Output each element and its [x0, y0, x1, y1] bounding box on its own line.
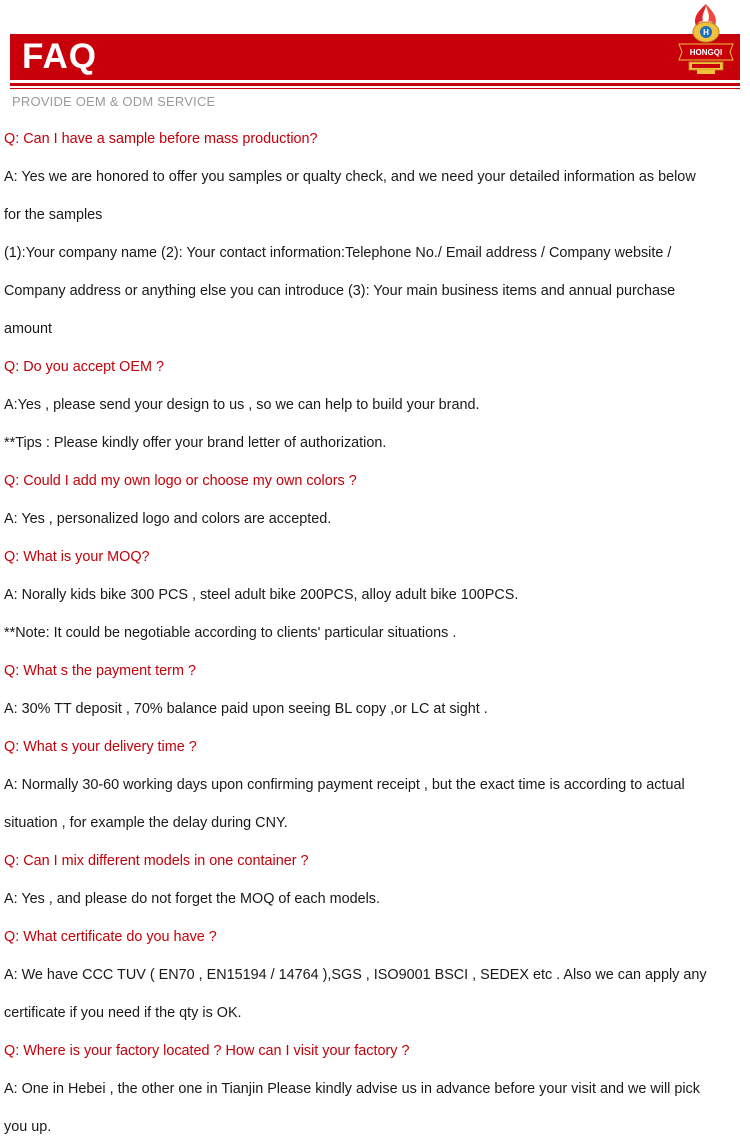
service-subtitle: PROVIDE OEM & ODM SERVICE: [12, 94, 216, 109]
faq-answer-line: A: We have CCC TUV ( EN70 , EN15194 / 14764 ),SGS , ISO9001 BSCI , SEDEX etc . Also we can apply any: [4, 967, 707, 983]
faq-answer-line: A: Yes we are honored to offer you samples or qualty check, and we need your detailed information as below: [4, 169, 696, 185]
faq-answer-line: A: Yes , and please do not forget the MOQ of each models.: [4, 891, 380, 907]
faq-answer-line: situation , for example the delay during CNY.: [4, 815, 288, 831]
svg-text:H: H: [703, 28, 709, 37]
faq-question: Q: Do you accept OEM ?: [4, 359, 164, 375]
faq-question: Q: What is your MOQ?: [4, 549, 150, 565]
page-title: FAQ: [22, 37, 97, 76]
faq-question: Q: What s the payment term ?: [4, 663, 196, 679]
faq-answer-line: A: Yes , personalized logo and colors are accepted.: [4, 511, 332, 527]
faq-answer-line: certificate if you need if the qty is OK.: [4, 1005, 242, 1021]
faq-answer-line: amount: [4, 321, 52, 337]
faq-answer-line: Company address or anything else you can introduce (3): Your main business items and annual purchase: [4, 283, 676, 299]
faq-question: Q: Can I have a sample before mass production?: [4, 131, 318, 147]
faq-answer-line: A: 30% TT deposit , 70% balance paid upon seeing BL copy ,or LC at sight .: [4, 701, 488, 717]
faq-answer-line: A:Yes , please send your design to us , so we can help to build your brand.: [4, 397, 480, 413]
faq-answer-line: **Note: It could be negotiable according to clients' particular situations .: [4, 625, 457, 641]
faq-answer-line: you up.: [4, 1119, 52, 1135]
faq-answer-line: (1):Your company name (2): Your contact information:Telephone No./ Email address / Company website /: [4, 245, 672, 261]
brand-logo: [673, 2, 739, 76]
faq-question: Q: What s your delivery time ?: [4, 739, 197, 755]
faq-question: Q: What certificate do you have ?: [4, 929, 217, 945]
faq-question: Q: Can I mix different models in one container ?: [4, 853, 309, 869]
faq-answer-line: **Tips : Please kindly offer your brand letter of authorization.: [4, 435, 387, 451]
faq-answer-line: for the samples: [4, 207, 103, 223]
faq-question: Q: Could I add my own logo or choose my own colors ?: [4, 473, 357, 489]
faq-answer-line: A: Norally kids bike 300 PCS , steel adult bike 200PCS, alloy adult bike 100PCS.: [4, 587, 519, 603]
svg-text:HONGQI: HONGQI: [689, 48, 723, 57]
faq-list: [4, 120, 746, 1146]
faq-banner: [10, 34, 740, 83]
faq-answer-line: A: One in Hebei , the other one in Tianjin Please kindly advise us in advance before your visit and we will pick: [4, 1081, 700, 1097]
header-divider: [10, 88, 740, 89]
faq-answer-line: A: Normally 30-60 working days upon confirming payment receipt , but the exact time is according to actual: [4, 777, 685, 793]
faq-question: Q: Where is your factory located ? How can I visit your factory ?: [4, 1043, 410, 1059]
